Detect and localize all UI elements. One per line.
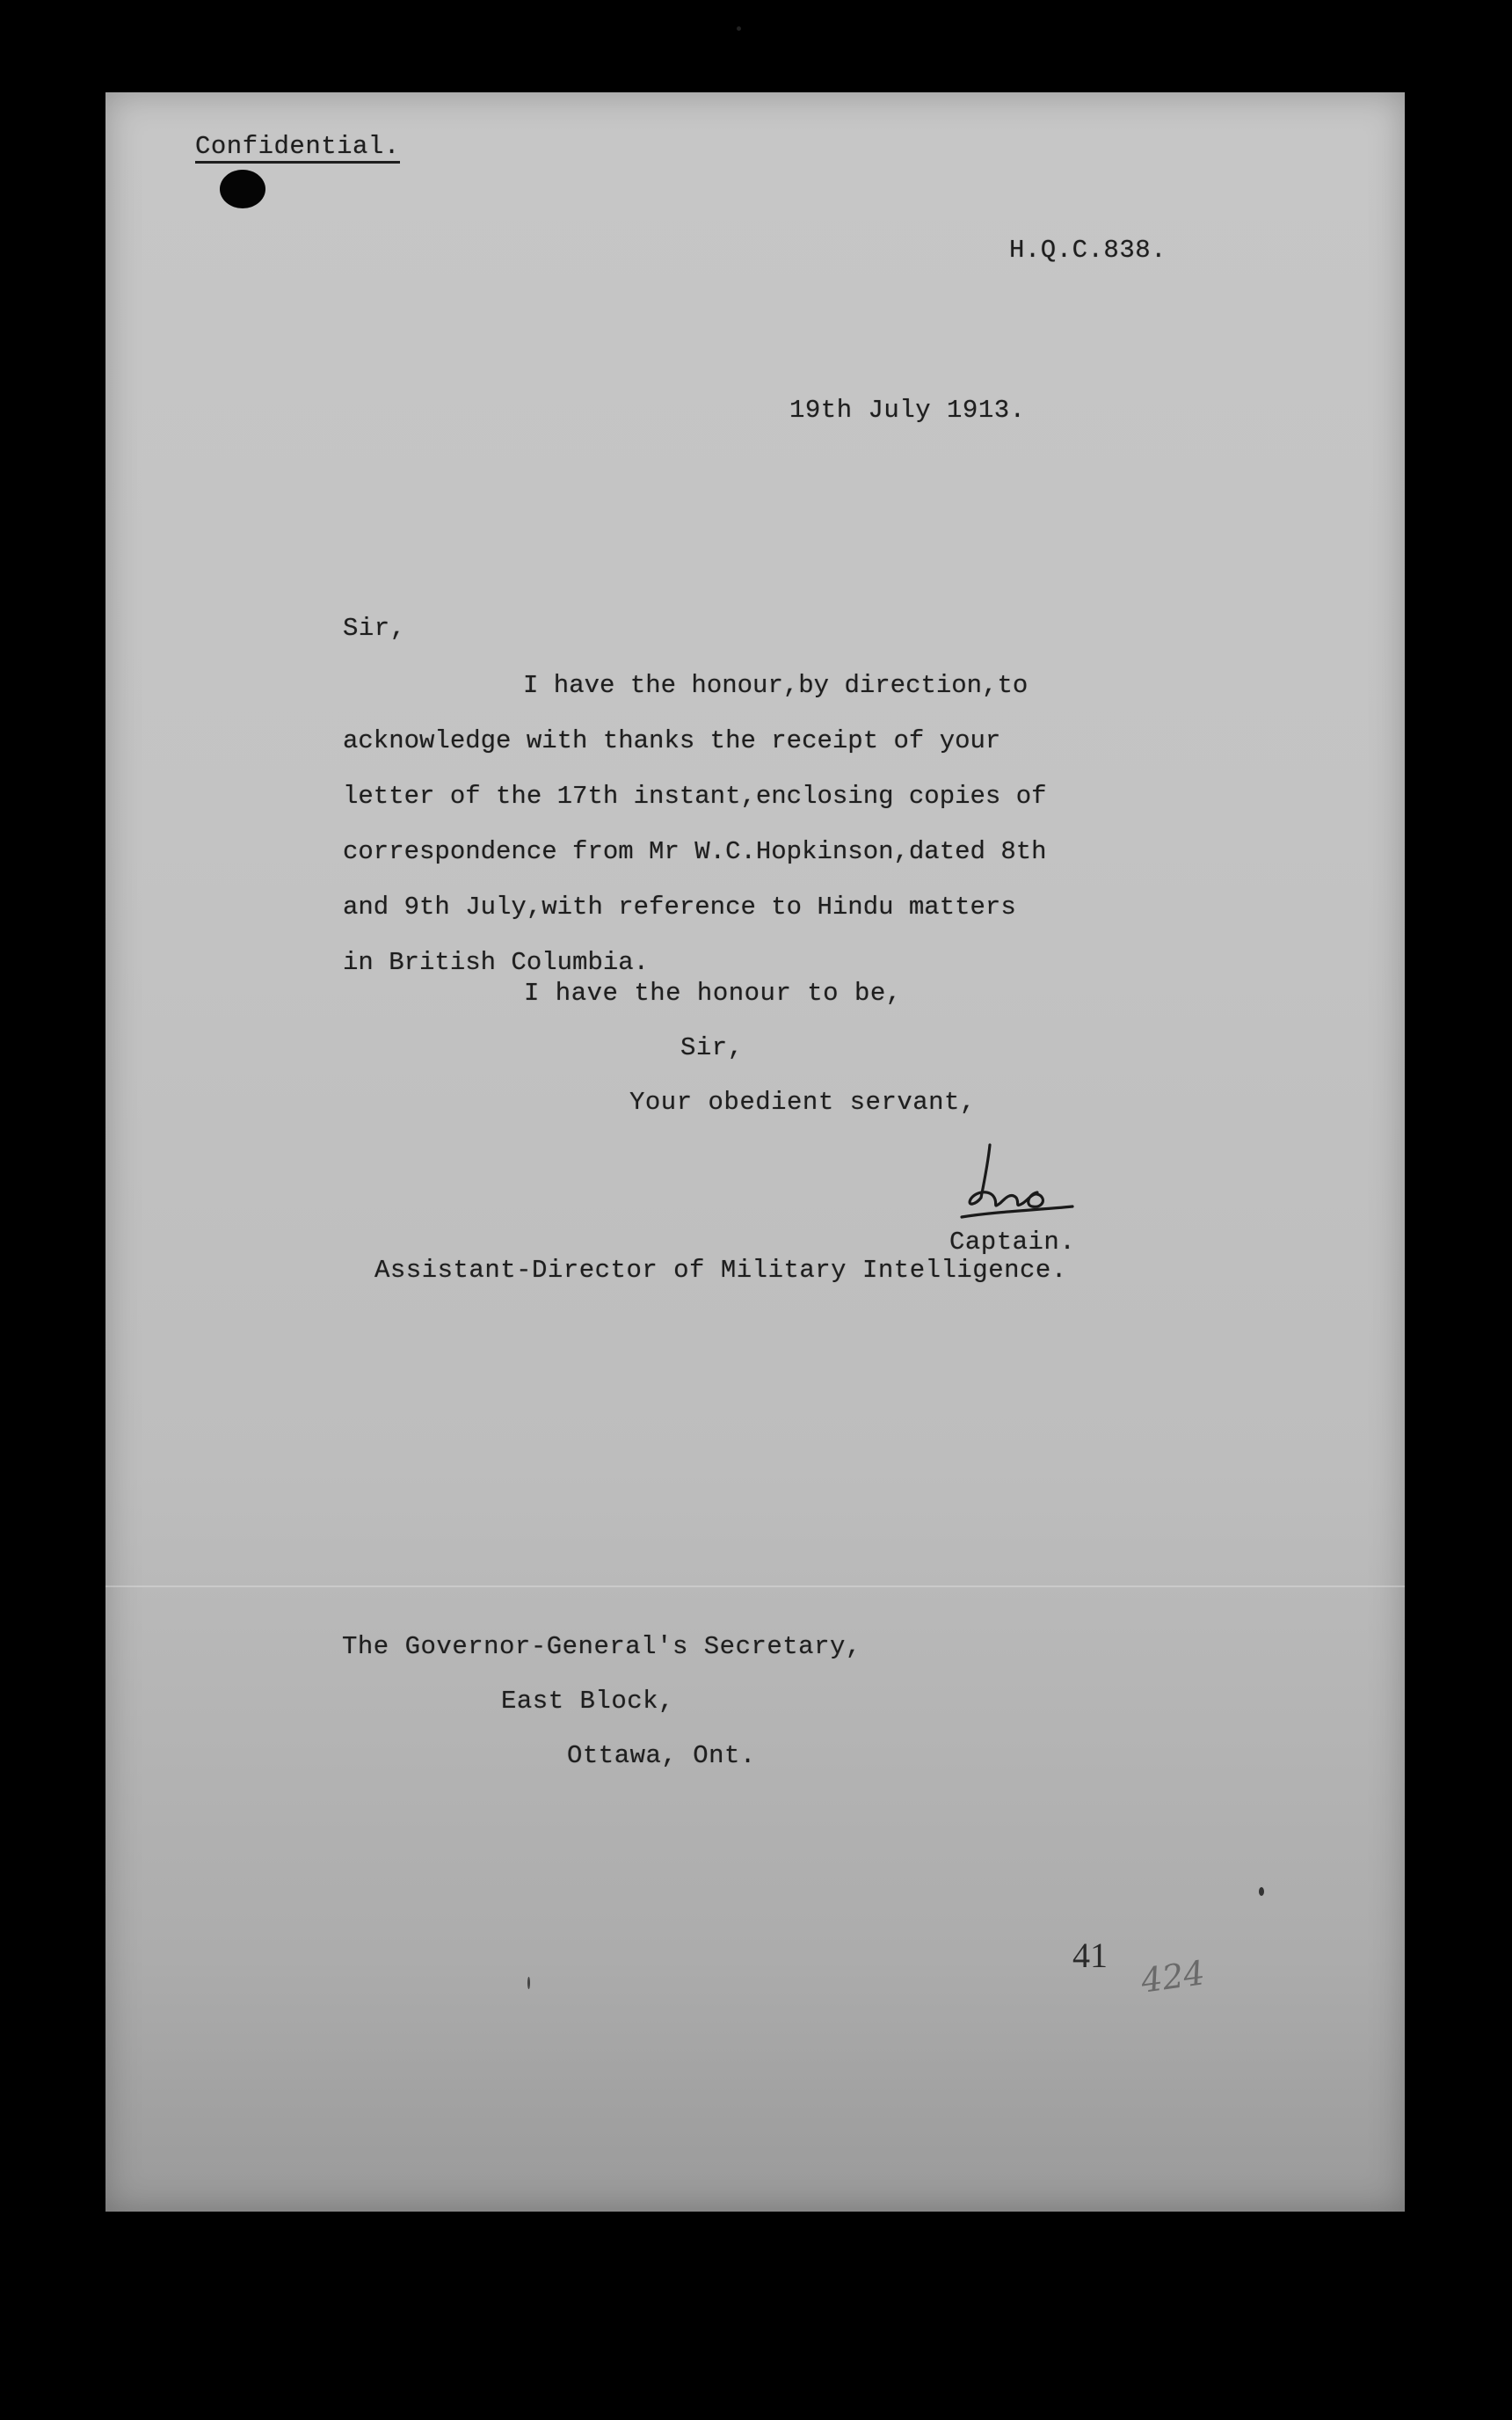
letter-page bbox=[105, 92, 1405, 2212]
letter-date: 19th July 1913. bbox=[789, 396, 1026, 425]
body-line: acknowledge with thanks the receipt of your bbox=[343, 726, 1001, 755]
folio-number-handwritten: 424 bbox=[1138, 1953, 1208, 2001]
addressee-line: The Governor-General's Secretary, bbox=[342, 1632, 861, 1661]
closing-line: Your obedient servant, bbox=[629, 1088, 976, 1117]
body-line: correspondence from Mr W.C.Hopkinson,dated 8th bbox=[343, 837, 1047, 866]
body-line: letter of the 17th instant,enclosing copies of bbox=[343, 782, 1047, 811]
body-line: and 9th July,with reference to Hindu matters bbox=[343, 893, 1016, 922]
folio-number-printed: 41 bbox=[1072, 1935, 1108, 1975]
confidential-marking: Confidential. bbox=[195, 134, 400, 164]
letter-body bbox=[343, 658, 1222, 990]
reference-number: H.Q.C.838. bbox=[1009, 236, 1167, 265]
dust-speck bbox=[527, 1977, 530, 1989]
addressee-line: Ottawa, Ont. bbox=[567, 1741, 756, 1770]
dust-speck bbox=[1259, 1887, 1264, 1896]
dust-speck bbox=[737, 26, 741, 31]
addressee-line: East Block, bbox=[501, 1687, 674, 1716]
punch-hole bbox=[220, 170, 265, 208]
signer-title: Assistant-Director of Military Intelligence. bbox=[374, 1256, 1067, 1285]
body-line: in British Columbia. bbox=[343, 948, 650, 977]
closing-line: I have the honour to be, bbox=[524, 979, 902, 1008]
signer-rank: Captain. bbox=[949, 1228, 1076, 1257]
fold-line bbox=[105, 1585, 1405, 1587]
body-line: I have the honour,by direction,to bbox=[523, 671, 1029, 700]
salutation: Sir, bbox=[343, 614, 406, 643]
closing-line: Sir, bbox=[680, 1033, 744, 1062]
handwritten-signature bbox=[949, 1136, 1081, 1233]
